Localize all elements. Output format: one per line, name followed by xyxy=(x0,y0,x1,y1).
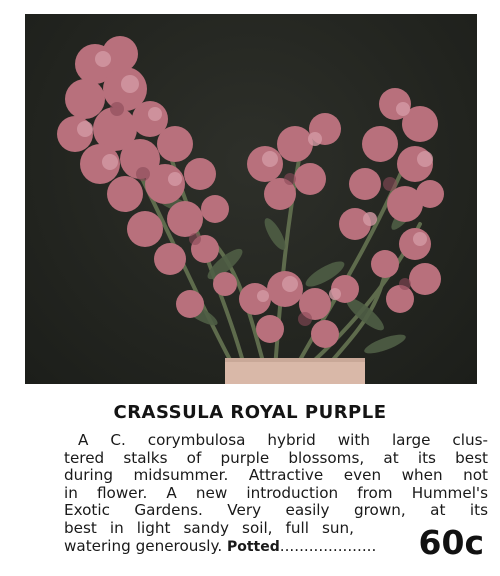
description-line: Exotic Gardens. Very easily grown, at its xyxy=(64,501,488,520)
description-line: best in light sandy soil, full sun, xyxy=(64,518,354,537)
description-line: in flower. A new introduction from Hummel's xyxy=(64,483,488,502)
description-line: watering generously. xyxy=(64,536,223,555)
description-line: tered stalks of purple blossoms, at its best xyxy=(64,448,488,467)
description-line: during midsummer. Attractive even when not xyxy=(64,466,488,485)
plant-photo xyxy=(25,14,477,384)
potted-label: Potted xyxy=(226,538,280,555)
description-line: A C. corymbulosa hybrid with large clus- xyxy=(78,431,488,449)
price: 60c xyxy=(418,523,484,562)
crassula-flower-illustration xyxy=(25,14,477,384)
leader-dots: .................... xyxy=(279,536,377,555)
product-title: CRASSULA ROYAL PURPLE xyxy=(113,402,387,423)
